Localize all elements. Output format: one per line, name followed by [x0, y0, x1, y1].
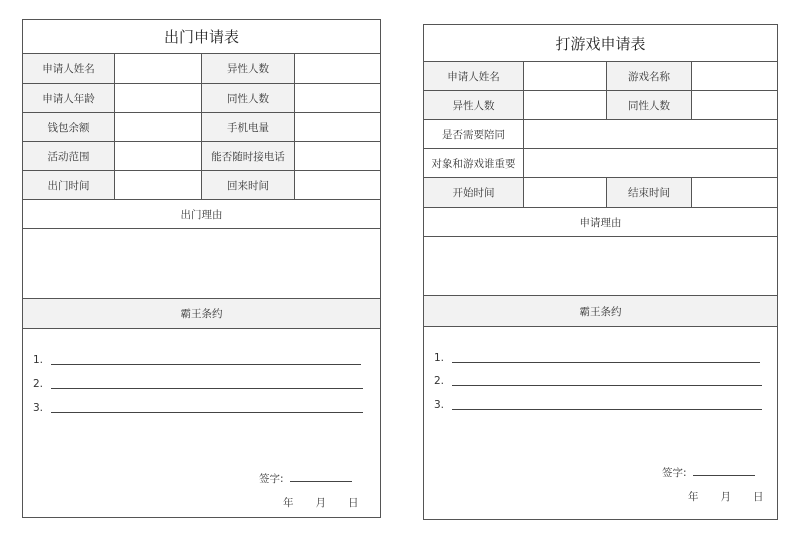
signature — [662, 465, 755, 480]
form-row — [424, 62, 777, 91]
reason-area[interactable] — [424, 237, 777, 296]
form-row — [424, 178, 777, 208]
form-row — [23, 171, 380, 200]
date — [688, 489, 764, 504]
field-label: 申请人姓名 — [23, 54, 114, 83]
item-number: 2. — [434, 375, 445, 387]
gaming-application-form — [423, 24, 778, 520]
field-label: 申请人年龄 — [23, 84, 114, 112]
field-label: 开始时间 — [424, 178, 523, 207]
field-label: 对象和游戏谁重要 — [431, 157, 516, 170]
field-value[interactable] — [114, 142, 201, 170]
terms-item — [434, 352, 760, 364]
field-value[interactable] — [523, 178, 606, 207]
signature-line[interactable] — [693, 475, 755, 476]
date-month: 月 — [315, 497, 326, 509]
field-label: 能否随时接电话 — [201, 142, 294, 170]
field-label: 钱包余额 — [23, 113, 114, 141]
reason-label: 申请理由 — [579, 216, 622, 229]
item-line[interactable] — [452, 362, 760, 363]
terms-item — [33, 402, 363, 414]
outing-application-form — [22, 19, 381, 518]
form-row — [23, 84, 380, 113]
signature-label: 签字: — [662, 467, 687, 479]
terms-item — [434, 399, 762, 411]
terms-header — [23, 299, 380, 329]
field-label: 出门时间 — [23, 171, 114, 199]
form-row — [23, 113, 380, 142]
item-line[interactable] — [51, 388, 363, 389]
item-number: 1. — [434, 352, 445, 364]
form-row — [23, 54, 380, 84]
reason-header — [424, 208, 777, 237]
signature — [259, 471, 352, 486]
field-value[interactable] — [294, 54, 380, 83]
terms-label: 霸王条约 — [579, 305, 622, 318]
form-title: 打游戏申请表 — [424, 25, 777, 62]
form-row — [424, 91, 777, 120]
item-number: 3. — [434, 399, 445, 411]
reason-area[interactable] — [23, 229, 380, 299]
field-label: 是否需要陪同 — [442, 128, 505, 141]
form-row — [23, 142, 380, 171]
field-label: 同性人数 — [606, 91, 691, 119]
item-line[interactable] — [452, 409, 762, 410]
field-value[interactable] — [691, 62, 777, 90]
field-label: 申请人姓名 — [424, 62, 523, 90]
field-value[interactable] — [691, 91, 777, 119]
form-row — [424, 120, 777, 149]
field-value[interactable] — [294, 171, 380, 199]
date — [283, 495, 359, 510]
form-row — [424, 149, 777, 178]
field-value[interactable] — [691, 178, 777, 207]
field-value[interactable] — [114, 113, 201, 141]
date-year: 年 — [283, 497, 294, 509]
field-label: 活动范围 — [23, 142, 114, 170]
reason-header — [23, 200, 380, 229]
form-title: 出门申请表 — [23, 20, 380, 54]
terms-label: 霸王条约 — [180, 308, 223, 320]
item-line[interactable] — [51, 364, 361, 365]
terms-header — [424, 296, 777, 327]
field-value[interactable] — [294, 113, 380, 141]
item-number: 1. — [33, 354, 44, 366]
field-value[interactable] — [523, 149, 777, 177]
field-value[interactable] — [114, 171, 201, 199]
reason-label: 出门理由 — [180, 208, 223, 221]
field-label: 游戏名称 — [606, 62, 691, 90]
field-value[interactable] — [294, 142, 380, 170]
field-value[interactable] — [294, 84, 380, 112]
field-label: 回来时间 — [201, 171, 294, 199]
item-line[interactable] — [452, 385, 762, 386]
item-number: 3. — [33, 402, 44, 414]
field-value[interactable] — [114, 54, 201, 83]
date-year: 年 — [688, 491, 699, 503]
terms-body — [424, 327, 777, 519]
terms-body — [23, 329, 380, 517]
field-label: 异性人数 — [424, 91, 523, 119]
item-line[interactable] — [51, 412, 363, 413]
field-value[interactable] — [523, 120, 777, 148]
field-label: 同性人数 — [201, 84, 294, 112]
field-value[interactable] — [523, 62, 606, 90]
date-day: 日 — [753, 491, 764, 503]
field-label: 手机电量 — [201, 113, 294, 141]
terms-item — [434, 375, 762, 387]
terms-item — [33, 378, 363, 390]
field-value[interactable] — [523, 91, 606, 119]
terms-item — [33, 354, 361, 366]
signature-label: 签字: — [259, 473, 284, 485]
item-number: 2. — [33, 378, 44, 390]
signature-line[interactable] — [290, 481, 352, 482]
date-month: 月 — [720, 491, 731, 503]
field-label: 结束时间 — [606, 178, 691, 207]
date-day: 日 — [348, 497, 359, 509]
field-value[interactable] — [114, 84, 201, 112]
field-label: 异性人数 — [201, 54, 294, 83]
